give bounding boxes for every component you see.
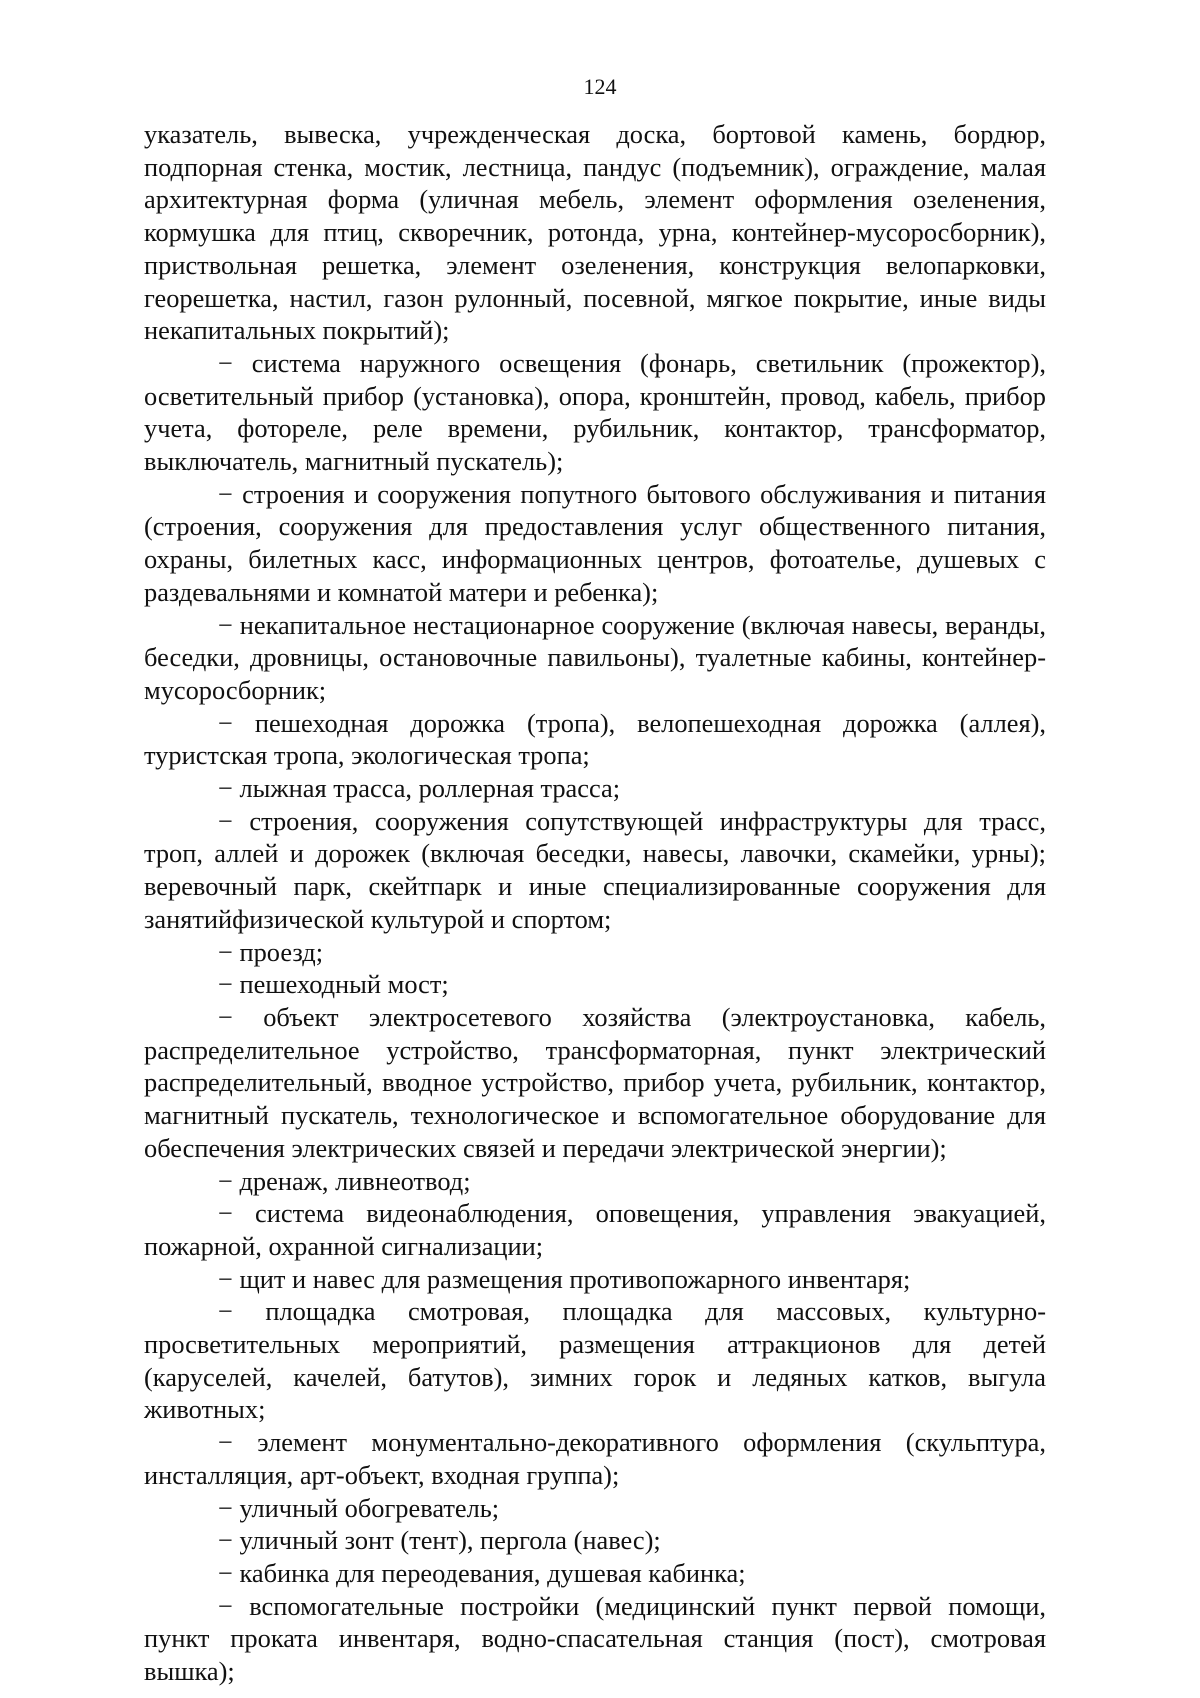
paragraph-continuation: указатель, вывеска, учрежденческая доска, бортовой камень, бордюр, подпорная стенка, мостик, лестница, пандус (подъемник), ограждение, малая архитектурная форма (уличная мебель, элемент оформления озеленения, кормушка для птиц, скворечник, ротонда, урна, контейнер-мусоросборник), приствольная решетка, элемент озеленения, конструкция велопарковки, георешетка, настил, газон рулонный, посевной, мягкое покрытие, иные виды некапитальных покрытий); <box>144 119 1046 346</box>
document-body <box>144 118 1046 1688</box>
list-item-service-buildings: − строения и сооружения попутного бытового обслуживания и питания (строения, сооружения для предоставления услуг общественного питания, охраны, билетных касс, информационных центров, фотоателье, душевых с раздевальнями и комнатой матери и ребенка); <box>144 478 1046 607</box>
list-item-electric-grid: − объект электросетевого хозяйства (электроустановка, кабель, распределительное устройство, трансформаторная, пункт электрический распределительный, вводное устройство, прибор учета, рубильник, контактор, магнитный пускатель, технологическое и вспомогательное оборудование для обеспечения электрических связей и передачи электрической энергии); <box>144 1001 1046 1163</box>
list-item-driveway: − проезд; <box>218 936 324 967</box>
list-item-monument-element: − элемент монументально-декоративного оформления (скульптура, инсталляция, арт-объект, входная группа); <box>144 1427 1046 1490</box>
list-item-fire-shield: − щит и навес для размещения противопожарного инвентаря; <box>218 1263 911 1294</box>
list-item-video-surveillance: − система видеонаблюдения, оповещения, управления эвакуацией, пожарной, охранной сигнализации; <box>144 1198 1046 1261</box>
list-item-changing-booth: − кабинка для переодевания, душевая кабинка; <box>218 1557 746 1588</box>
list-item-nonpermanent-structure: − некапитальное нестационарное сооружение (включая навесы, веранды, беседки, дровницы, остановочные павильоны), туалетные кабины, контейнер-мусоросборник; <box>144 609 1046 705</box>
list-item-pedestrian-path: − пешеходная дорожка (тропа), велопешеходная дорожка (аллея), туристская тропа, экологическая тропа; <box>144 707 1046 771</box>
list-item-drainage: − дренаж, ливнеотвод; <box>218 1165 471 1196</box>
list-item-ski-track: − лыжная трасса, роллерная трасса; <box>218 773 621 804</box>
page-number: 124 <box>583 74 617 99</box>
list-item-auxiliary-buildings: − вспомогательные постройки (медицинский пункт первой помощи, пункт проката инвентаря, водно-спасательная станция (пост), смотровая вышка); <box>144 1590 1046 1687</box>
list-item-outdoor-lighting: − система наружного освещения (фонарь, светильник (прожектор), осветительный прибор (установка), опора, кронштейн, провод, кабель, прибор учета, фотореле, реле времени, рубильник, контактор, трансформатор, выключатель, магнитный пускатель); <box>144 347 1046 477</box>
list-item-street-heater: − уличный обогреватель; <box>218 1492 500 1523</box>
list-item-street-umbrella: − уличный зонт (тент), пергола (навес); <box>218 1525 661 1556</box>
list-item-trail-infrastructure: − строения, сооружения сопутствующей инфраструктуры для трасс, троп, аллей и дорожек (включая беседки, навесы, лавочки, скамейки, урны); веревочный парк, скейтпарк и иные специализированные сооружения для занятийфизической культурой и спортом; <box>144 805 1046 934</box>
list-item-viewing-platform: − площадка смотровая, площадка для массовых, культурно-просветительных мероприятий, размещения аттракционов для детей (каруселей, качелей, батутов), зимних горок и ледяных катков, выгула животных; <box>144 1296 1046 1425</box>
list-item-pedestrian-bridge: − пешеходный мост; <box>218 969 449 1000</box>
